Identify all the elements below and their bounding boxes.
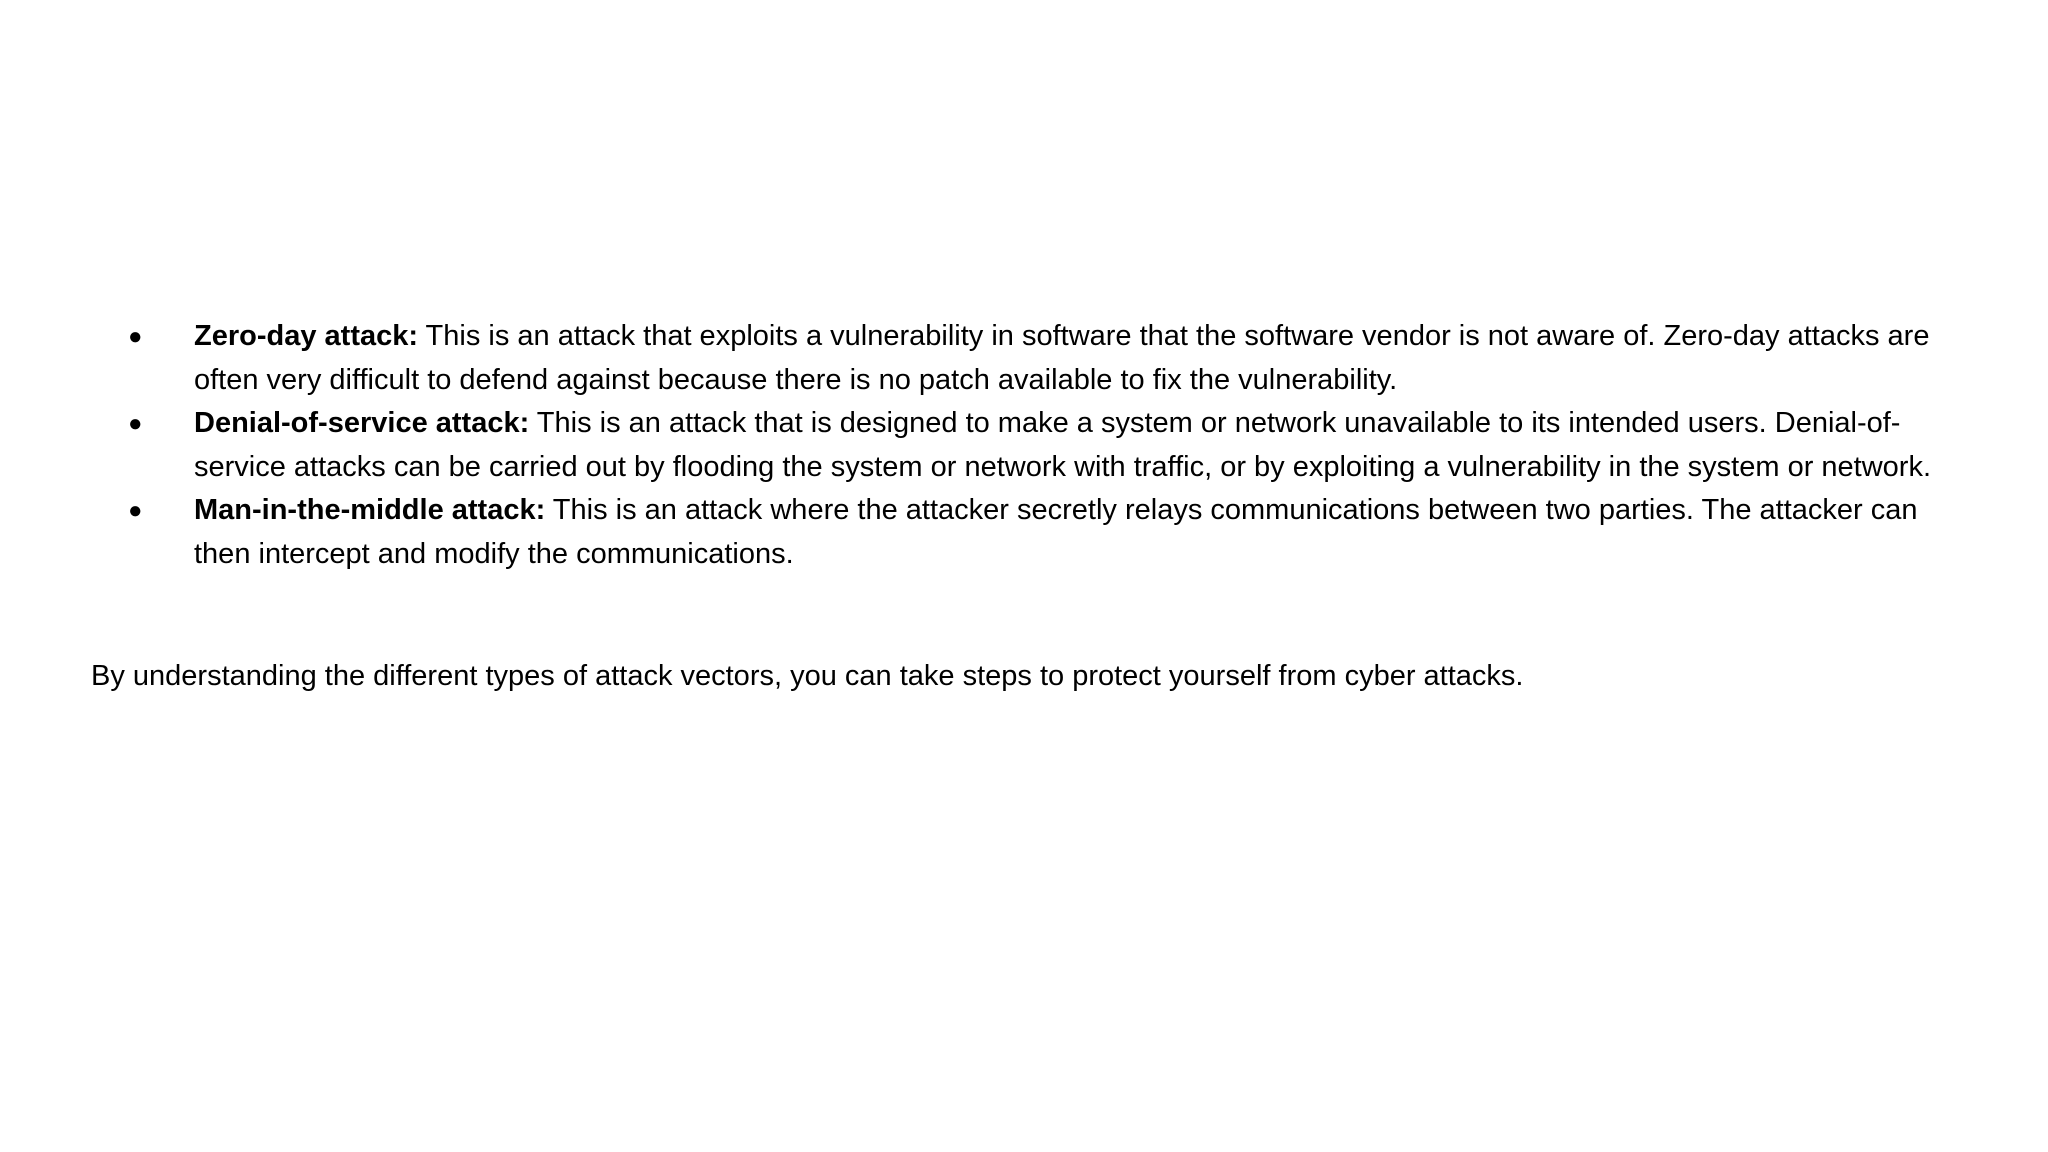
list-item-zero-day-attack — [124, 315, 1954, 402]
attack-description: This is an attack that exploits a vulnerability in software that the software vendor is not aware of. Zero-day attacks are often very difficult to defend against because there is no patch available to fix the vulnerability. — [194, 320, 1930, 396]
attack-description: This is an attack where the attacker secretly relays communications between two parties. The attacker can then intercept and modify the communications. — [194, 494, 1918, 570]
attack-description: This is an attack that is designed to make a system or network unavailable to its intended users. Denial-of-service attacks can be carried out by flooding the system or network with traffic, or by exploiting a vulnerability in the system or network. — [194, 407, 1932, 483]
bullet-icon: ● — [128, 323, 143, 350]
bullet-icon: ● — [128, 410, 143, 437]
bullet-icon: ● — [128, 497, 143, 524]
list-item-denial-of-service-attack — [124, 402, 1954, 489]
attack-term: Denial-of-service attack: — [194, 407, 530, 439]
attack-term: Man-in-the-middle attack: — [194, 494, 546, 526]
attack-types-list — [124, 315, 1954, 576]
attack-term: Zero-day attack: — [194, 320, 419, 352]
conclusion-paragraph: By understanding the different types of attack vectors, you can take steps to protect yourself from cyber attacks. — [91, 660, 1524, 692]
list-item-man-in-the-middle-attack — [124, 489, 1954, 576]
